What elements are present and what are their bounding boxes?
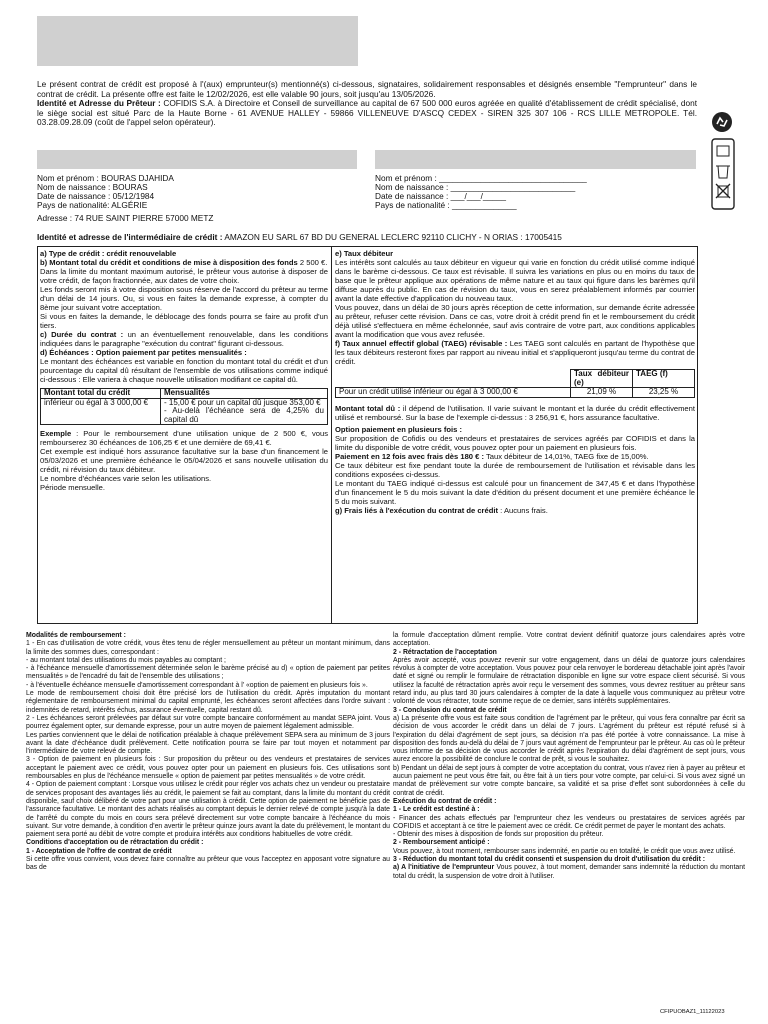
- section-heading: 1 - Acceptation de l'offre de contrat de crédit: [26, 847, 172, 855]
- paragraph: Vous pouvez, à tout moment, rembourser sans indemnité, en partie ou en totalité, le crédit que vous avez utilisé.: [393, 847, 736, 855]
- example-text3: Le nombre d'échéances varie selon les utilisations.: [40, 474, 212, 484]
- borrower2-birth-name: Nom de naissance : ___________________________: [375, 182, 576, 192]
- borrower1-header-bar: [37, 150, 357, 169]
- borrower1-birth-date: Date de naissance : 05/12/1984: [37, 191, 155, 201]
- table-cell-monthly-b: - Au-delà l'échéance sera de 4,25% du capital dû: [164, 406, 324, 424]
- section-c-text: un an éventuellement renouvelable, dans les conditions indiquées dans le paragraphe "exécution du contrat" figurant ci-dessous.: [40, 330, 328, 348]
- paragraph: - à l'échéance mensuelle d'amortissement déterminée selon le barème précisé au d) « option de paiement par petites mensualités » de l'encadré du fait de l'ensemble des utilisations ;: [26, 665, 390, 681]
- paragraph: la formule d'acceptation dûment remplie. Votre contrat devient définitif quatorze jours calendaires après votre acceptation.: [393, 632, 745, 648]
- intermediary-line: [37, 233, 697, 242]
- box-left-column: [40, 249, 328, 492]
- intro-paragraph: [37, 80, 697, 128]
- section-d-text: Le montant des échéances est variable en fonction du montant total du crédit et d'un pourcentage du capital dû résultant de l'ensemble de vos utilisations comme indiqué ci-dessous : Elle variera à chaque nouvelle utilisation modifiant ce capital dû.: [40, 357, 328, 384]
- table-header-amount: Montant total du crédit: [41, 389, 161, 399]
- borrower2-header-bar: [375, 150, 696, 169]
- borrower2-name: Nom et prénom : ________________________________: [375, 173, 587, 183]
- paragraph: [393, 864, 745, 881]
- section-e-text2: Vous pouvez, dans un délai de 30 jours après réception de cette information, sur demande écrite adressée au prêteur, refuser cette révision. Dans ce cas, votre droit à crédit prend fin et le remboursement du crédit déjà utilisé s'effectuera en même échelonnée, sauf avis contraire de votre part, aux conditions applicables avant la modification que vous avez refusée.: [335, 303, 695, 339]
- borrower2-nationality: Pays de nationalité : ______________: [375, 200, 517, 210]
- table-cell-monthly: [161, 398, 328, 425]
- example-text4: Période mensuelle.: [40, 483, 106, 493]
- section-heading: Modalités de remboursement :: [26, 632, 126, 639]
- table-header-monthly: Mensualités: [161, 389, 328, 399]
- section-a: a) Type de crédit : crédit renouvelable: [40, 249, 177, 258]
- borrower1-name: Nom et prénom : BOURAS DJAHIDA: [37, 173, 174, 183]
- section-b-amount: 2 500 €.: [299, 258, 328, 267]
- total-due-text: il dépend de l'utilisation. Il varie suivant le montant et la durée du crédit effectivement utilisé et remboursé. Sur la base de l'exemple ci-dessus : 3 256,91 €, hors assurance facultative.: [335, 403, 695, 422]
- rate-table-debtor-value: 21,09 %: [571, 388, 633, 398]
- section-heading: 2 - Remboursement anticipé :: [393, 839, 490, 847]
- paragraph: b) Pendant un délai de sept jours à compter de votre acceptation du contrat, vous n'avez rien à payer au prêteur et aucun paiement ne peut vous être fait, ou être fait à un tiers pour votre compte, par celui-ci. Si vous avez signé un mandat de prélèvement sur votre compte bancaire, sa validité et sa prise d'effet sont subordonnées à celle du contrat de crédit.: [393, 764, 745, 797]
- lower-left-column: [26, 632, 390, 873]
- total-due-title: Montant total dû :: [335, 403, 401, 413]
- table-cell-amount: inférieur ou égal à 3 000,00 €: [41, 398, 161, 425]
- section-heading: 2 - Rétractation de l'acceptation: [393, 648, 497, 656]
- paragraph: 2 - Les échéances seront prélevées par défaut sur votre compte bancaire conformément au mandat SEPA joint. Vous pourrez également opter, sur demande expresse, pour un autre moyen de paiement légalement admissible.: [26, 714, 390, 731]
- section-d-title: d) Échéances : Option paiement par petites mensualités :: [40, 348, 247, 357]
- example-text2: Cet exemple est indiqué hors assurance facultative sur la base d'un financement le 05/03/2026 et une première échéance le 05/04/2026 et sans nouvelle utilisation du crédit, ni révision du taux débiteur.: [40, 447, 328, 475]
- lender-title: Identité et Adresse du Prêteur :: [37, 98, 161, 109]
- paragraph: - au montant total des utilisations du mois payables au comptant ;: [26, 656, 226, 664]
- paragraph: a) La présente offre vous est faite sous condition de l'agrément par le prêteur, qui vous fera connaître par écrit sa décision de vous accorder le crédit dans un délai de 7 jours. L'agrément du prêteur est réputé refusé si à l'expiration du délai d'agrément de sept jours, sa décision n'a pas été portée à votre connaissance. La mise à disposition des fonds au-delà du délai de 7 jours vaut agrément de l'emprunteur par le prêteur. Au cas où le prêteur vous informe de sa décision de vous accorder le crédit après l'expiration du délai d'agrément de sept jours, vous aurez encore la possibilité de conclure le contrat de prêt, si vous le souhaitez.: [393, 714, 745, 764]
- section-heading: Conditions d'acceptation ou de rétractation du crédit :: [26, 839, 204, 847]
- trash-bin-icon: [711, 138, 735, 210]
- inline-heading: a) A l'initiative de l'emprunteur: [393, 864, 495, 872]
- option-title: Option paiement en plusieurs fois :: [335, 424, 462, 434]
- box-right-column: [335, 249, 695, 515]
- section-b-title: b) Montant total du crédit et conditions de mise à disposition des fonds: [40, 258, 298, 267]
- section-heading: 1 - Le crédit est destiné à :: [393, 806, 480, 814]
- section-e-title: e) Taux débiteur: [335, 249, 394, 258]
- paragraph: 1 - En cas d'utilisation de votre crédit, vous êtes tenu de régler mensuellement au prêteur un montant minimum, dans la limite des sommes dues, correspondant :: [26, 640, 390, 656]
- paragraph: 4 - Option de paiement comptant : Lorsque vous utilisez le crédit pour régler vos achats chez un vendeur ou prestataire de services proposant des avantages liés au crédit, le paiement se fait au comptant, dans la limite du montant du crédit disponible, sauf choix délibéré de votre part pour une utilisation à crédit. Cette option de paiement ne bénéficie pas de l'assurance facultative. Le montant des achats réalisés au comptant depuis le dernier relevé de compte jusqu'à la date de l'arrêté du compte du mois en cours sera prélevé directement sur votre compte bancaire à l'échéance du mois suivant. Sur votre demande, à condition d'en avertir le prêteur quinze jours avant la date du prélèvement, le montant du paiement sera porté au débit de votre compte et produira intérêts aux conditions habituelles de votre crédit.: [26, 781, 390, 839]
- section-heading: 3 - Conclusion du contrat de crédit: [393, 706, 507, 714]
- payment12-title: Paiement en 12 fois avec frais dès 180 € :: [335, 451, 485, 461]
- paragraph: - à l'éventuelle échéance mensuelle d'amortissement correspondant à l' «option de paiement en plusieurs fois ».: [26, 681, 368, 689]
- section-heading: Exécution du contrat de crédit :: [393, 797, 497, 805]
- paragraph: Les parties conviennent que le délai de notification préalable à chaque prélèvement SEPA sera au minimum de 3 jours avant la date d'échéance dudit prélèvement. Cette notification pourra se faire par tout moyen et notamment par l'intermédiaire de votre relevé de compte.: [26, 731, 390, 756]
- example-text: : Pour le remboursement d'une utilisation unique de 2 500 €, vous rembourserez 30 échéances de 106,25 € et une dernière de 69,41 €.: [40, 429, 328, 448]
- rate-table-header-taeg: TAEG (f): [633, 370, 695, 388]
- intermediary-title: Identité et adresse de l'intermédiaire de crédit :: [37, 232, 223, 242]
- borrower1-address: Adresse : 74 RUE SAINT PIERRE 57000 METZ: [37, 213, 214, 223]
- paragraph: Après avoir accepté, vous pouvez revenir sur votre engagement, dans un délai de quatorze jours calendaires révolus à compter de votre acceptation. Vous pouvez pour cela renvoyer le bordereau détachable joint après l'avoir daté et signé ou remplir le formulaire de rétractation disponible en ligne sur votre espace client sécurisé. Si vous utilisez la faculté de rétractation après avoir reçu le versement des sommes, vous devrez restituer au prêteur sans retard indu, au plus tard 30 jours calendaires à compter de la date à laquelle vous communiquez au prêteur votre volonté de vous rétracter, toute somme reçue de ce dernier, sans intérêts supplémentaires.: [393, 656, 745, 706]
- section-f-text: Les TAEG sont calculés en partant de l'hypothèse que les taux débiteurs resteront fixes par rapport au niveau initial et s'appliqueront jusqu'au terme du contrat de crédit.: [335, 339, 695, 366]
- rate-table-blank: [336, 370, 571, 388]
- intermediary-text: AMAZON EU SARL 67 BD DU GENERAL LECLERC 92110 CLICHY - N ORIAS : 17005415: [224, 232, 562, 242]
- rate-table-row-label: Pour un crédit utilisé inférieur ou égal à 3 000,00 €: [336, 388, 571, 398]
- borrower1-block: [37, 174, 357, 223]
- paragraph: 3 - Option de paiement en plusieurs fois : Sur proposition du prêteur ou des vendeurs et prestataires de services acceptant le paiement avec ce crédit, vous pouvez opter pour un paiement en plusieurs fois. Ces utilisations sont remboursables en plus de l'échéance mensuelle « option de paiement par petites mensualités » de votre crédit.: [26, 756, 390, 781]
- section-e-text1: Les intérêts sont calculés au taux débiteur en vigueur qui varie en fonction du crédit utilisé comme indiqué dans le barème ci-dessous. Ce taux est révisable. Il suivra les variations en plus ou en moins du taux de base que le prêteur applique aux opérations de même nature et au taux qui figure dans les barèmes qu'il diffuse auprès du public. En cas de révision du taux, vous en serez préalablement informés par courrier avant la date effective d'application du nouveau taux.: [335, 258, 695, 303]
- borrower2-birth-date: Date de naissance : ___/___/_____: [375, 191, 507, 201]
- payment12-text: Taux débiteur de 14,01%, TAEG fixe de 15,00%.: [486, 451, 649, 461]
- section-b-text2: Les fonds seront mis à votre disposition sous réserve de l'accord du prêteur au terme d'un délai de 14 jours. Ou, si vous en faites la demande expresse, à compter du 8ème jour suivant votre acceptation.: [40, 285, 328, 312]
- section-f-title: f) Taux annuel effectif global (TAEG) révisable :: [335, 339, 508, 348]
- recycle-icon: [711, 111, 733, 133]
- box-divider: [331, 246, 332, 624]
- header-bar: [37, 16, 358, 66]
- example-title: Exemple: [40, 429, 72, 439]
- rate-table: [335, 369, 695, 398]
- payment12-text3: Le montant du TAEG indiqué ci-dessus est calculé pour un financement de 347,45 € et dans l'hypothèse d'un financement le 5 du mois suivant la date d'édition du présent document et une première échéance le 5 du mois suivant.: [335, 478, 695, 506]
- section-c-title: c) Durée du contrat :: [40, 330, 124, 339]
- monthly-payment-table: [40, 388, 328, 425]
- paragraph-text: Vous pouvez, à tout moment, demander sans indemnité la réduction du montant total du crédit, la suspension de votre droit à l'utiliser.: [393, 864, 745, 880]
- borrower1-birth-name: Nom de naissance : BOURAS: [37, 182, 148, 192]
- paragraph: - Financer des achats effectués par l'emprunteur chez les vendeurs ou prestataires de services agréés par COFIDIS et acceptant à ce titre le paiement avec ce crédit. Ce crédit permet de payer le montant des achats.: [393, 814, 745, 830]
- paragraph: - Obtenir des mises à disposition de fonds sur proposition du prêteur.: [393, 831, 604, 839]
- lender-text: COFIDIS S.A. à Directoire et Conseil de surveillance au capital de 67 500 000 euros agréée en qualité d'établissement de crédit spécialisé, dont le siège social est situé Parc de la Haute Borne - 61 AVENUE HALLEY - 59866 VILLENEUVE D'ASCQ CEDEX - SIREN 325 307 106 - RCS LILLE METROPOLE. Tél. 03.28.09.28.09 (coût de l'appel selon opérateur).: [37, 98, 697, 128]
- section-b-text3: Si vous en faites la demande, le déblocage des fonds pourra se faire au profit d'un tiers.: [40, 312, 328, 330]
- section-heading: 3 - Réduction du montant total du crédit consenti et suspension du droit d'utilisation du crédit :: [393, 856, 706, 864]
- borrower2-block: [375, 174, 695, 210]
- section-b-text1: Dans la limite du montant maximum autorisé, le prêteur vous autorise à disposer de votre crédit, de façon fractionnée, aux dates de votre choix.: [40, 267, 328, 285]
- rate-table-taeg-value: 23,25 %: [633, 388, 695, 398]
- intro-text: Le présent contrat de crédit est proposé à l'(aux) emprunteur(s) mentionné(s) ci-dessous, signataires, solidairement responsables et désignés ensemble "l'emprunteur" dans le contrat de crédit. La présente offre est faite le 12/02/2026, est elle valable 90 jours, soit jusqu'au 13/05/2026.: [37, 79, 697, 99]
- rate-table-header-debtor: Taux débiteur (e): [571, 370, 633, 388]
- option-text: Sur proposition de Cofidis ou des vendeurs et prestataires de services agréés par COFIDIS et dans la limite du disponible de votre crédit, vous pouvez opter pour un paiement en plusieurs fois.: [335, 433, 695, 452]
- table-cell-monthly-a: - 15,00 € pour un capital dû jusque 353,00 €: [164, 397, 321, 407]
- lower-right-column: [393, 632, 745, 881]
- paragraph: Le mode de remboursement choisi doit être précisé lors de l'utilisation du crédit. Après imputation du montant réglementaire de remboursement minimal du capital emprunté, les échéances seront affectées dans l'ordre suivant : indemnités de retard, intérêts échus, assurance éventuelle, capital restant dû.: [26, 690, 390, 714]
- section-g-title: g) Frais liés à l'exécution du contrat de crédit: [335, 505, 499, 515]
- borrower1-nationality: Pays de nationalité: ALGÉRIE: [37, 200, 148, 210]
- section-g-text: : Aucuns frais.: [500, 505, 548, 515]
- paragraph: Si cette offre vous convient, vous devez faire connaître au prêteur que vous l'acceptez en apposant votre signature au bas de: [26, 856, 390, 872]
- payment12-text2: Ce taux débiteur est fixe pendant toute la durée de remboursement de l'utilisation et révisable dans les conditions exposées ci-dessus.: [335, 460, 695, 479]
- footer-reference: CFIPUOBAZ1_11122023: [660, 1009, 725, 1015]
